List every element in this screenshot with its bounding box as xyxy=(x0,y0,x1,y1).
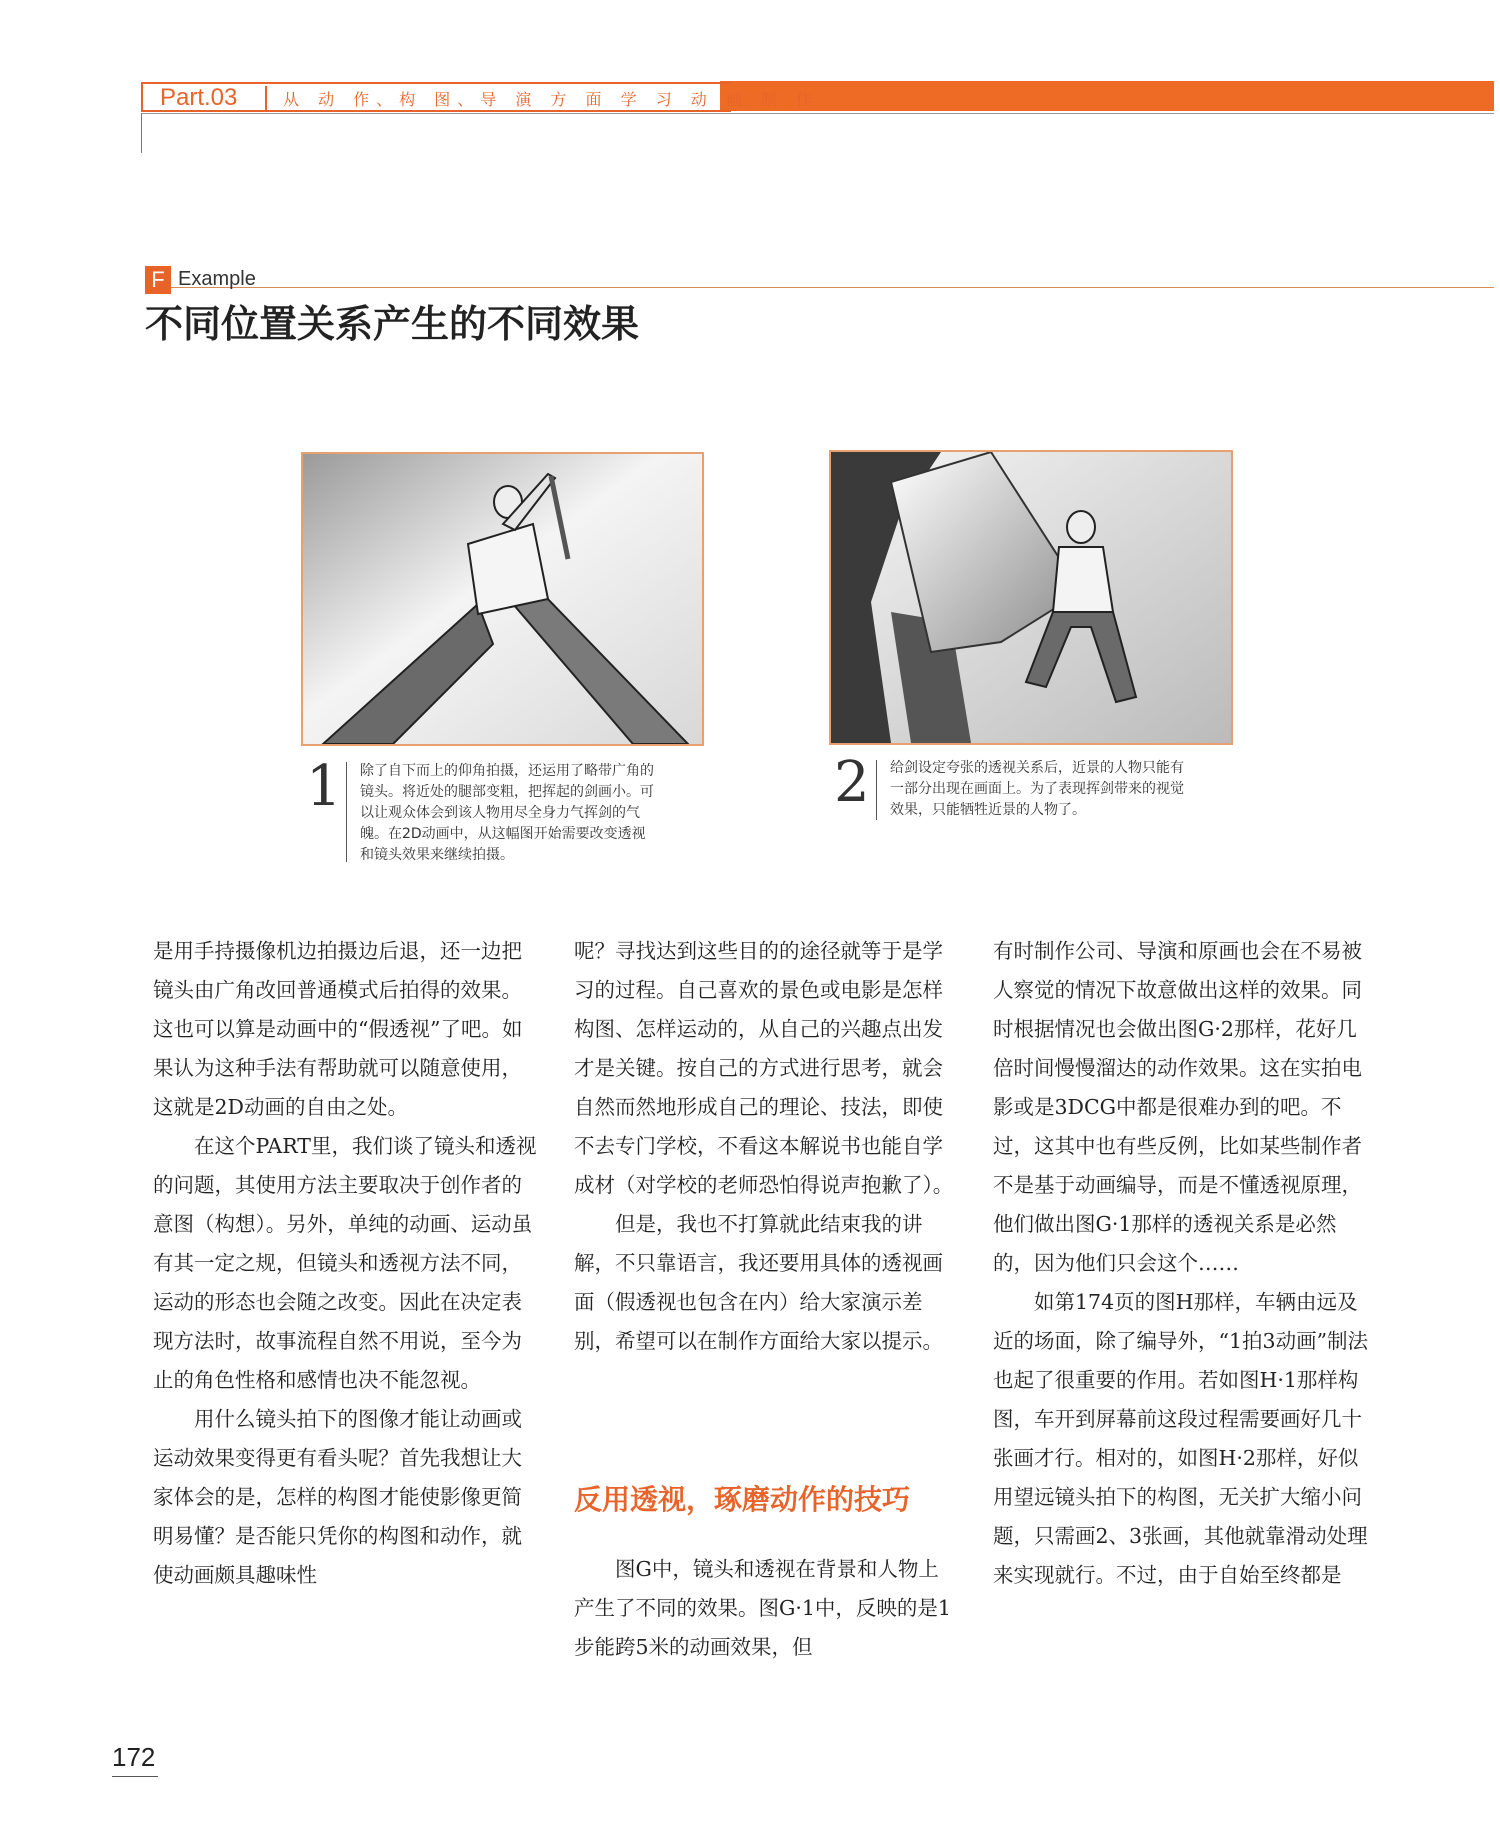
figure-2-number: 2 xyxy=(834,750,870,815)
paragraph: 但是，我也不打算就此结束我的讲解，不只靠语言，我还要用具体的透视画面（假透视也包含在内）给大家演示差别，希望可以在制作方面给大家以提示。 xyxy=(574,1212,943,1353)
caption-line: 一部分出现在画面上。为了表现挥剑带来的视觉 xyxy=(890,781,1184,797)
paragraph: 有时制作公司、导演和原画也会在不易被人察觉的情况下故意做出这样的效果。同时根据情况也会做出图G·2那样，花好几倍时间慢慢溜达的动作效果。这在实拍电影或是3DCG中都是很难办到的吧。不过，这其中也有些反例，比如某些制作者不是基于动画编导，而是不懂透视原理，他们做出图G·1那样的透视关系是必然的，因为他们只会这个…… xyxy=(993,939,1362,1275)
paragraph: 如第174页的图H那样，车辆由远及近的场面，除了编导外，“1拍3动画”制法也起了很重要的作用。若如图H·1那样构图，车开到屏幕前这段过程需要画好几十张画才行。相对的，如图H·2那样，好似用望远镜头拍下的构图，无关扩大缩小问题，只需画2、3张画，其他就靠滑动处理来实现就行。不过，由于自始至终都是 xyxy=(993,1290,1369,1587)
paragraph: 用什么镜头拍下的图像才能让动画或运动效果变得更有看头呢？首先我想让大家体会的是，怎样的构图才能使影像更简明易懂？是否能只凭你的构图和动作，就使动画颇具趣味性 xyxy=(153,1407,522,1587)
figure-2-illustration xyxy=(829,450,1233,745)
figure-1-number: 1 xyxy=(306,754,342,819)
subsection-heading: 反用透视，琢磨动作的技巧 xyxy=(574,1483,911,1516)
caption-line: 效果，只能牺牲近景的人物了。 xyxy=(890,802,1086,818)
paragraph: 图G中，镜头和透视在背景和人物上产生了不同的效果。图G·1中，反映的是1步能跨5米的动画效果，但 xyxy=(574,1557,951,1659)
paragraph: 在这个PART里，我们谈了镜头和透视的问题，其使用方法主要取决于创作者的意图（构想）。另外，单纯的动画、运动虽有其一定之规，但镜头和透视方法不同，运动的形态也会随之改变。因此在决定表现方法时，故事流程自然不用说，至今为止的角色性格和感情也决不能忽视。 xyxy=(153,1134,537,1392)
page-number-rule xyxy=(112,1776,158,1777)
figure-2-caption-bar xyxy=(876,760,877,820)
figure-1-caption-bar xyxy=(346,762,347,862)
part-subtitle: 从 动 作、构 图、导 演 方 面 学 习 动 画 制 作 xyxy=(283,90,820,109)
header-divider xyxy=(265,86,267,110)
paragraph: 呢？寻找达到这些目的的途径就等于是学习的过程。自己喜欢的景色或电影是怎样构图、怎样运动的，从自己的兴趣点出发才是关键。按自己的方式进行思考，就会自然而然地形成自己的理论、技法，即使不去专门学校，不看这本解说书也能自学成材（对学校的老师恐怕得说声抱歉了）。 xyxy=(574,939,954,1197)
body-column-middle-continued xyxy=(574,1550,958,1667)
part-label: Part.03 xyxy=(160,84,238,111)
caption-line: 和镜头效果来继续拍摄。 xyxy=(360,847,514,863)
body-column-middle xyxy=(574,932,958,1361)
section-title: 不同位置关系产生的不同效果 xyxy=(145,302,640,346)
header-accent-bar xyxy=(720,81,1494,111)
page-number: 172 xyxy=(112,1742,156,1772)
section-letter-badge: F xyxy=(145,266,171,294)
body-column-left xyxy=(153,932,537,1595)
figure-1-caption xyxy=(360,761,654,866)
section-label: Example xyxy=(178,268,256,290)
caption-line: 除了自下而上的仰角拍摄，还运用了略带广角的 xyxy=(360,763,654,779)
caption-line: 镜头。将近处的腿部变粗，把挥起的剑画小。可 xyxy=(360,784,654,800)
figure-2-caption xyxy=(890,758,1184,821)
caption-line: 以让观众体会到该人物用尽全身力气挥剑的气 xyxy=(360,805,640,821)
section-rule xyxy=(145,287,1494,288)
body-column-right xyxy=(993,932,1377,1595)
caption-line: 给剑设定夸张的透视关系后，近景的人物只能有 xyxy=(890,760,1184,776)
paragraph: 是用手持摄像机边拍摄边后退，还一边把镜头由广角改回普通模式后拍得的效果。这也可以算是动画中的“假透视”了吧。如果认为这种手法有帮助就可以随意使用，这就是2D动画的自由之处。 xyxy=(153,939,523,1119)
header-rule xyxy=(141,113,1494,114)
figure-1-illustration xyxy=(301,452,704,746)
header-tick xyxy=(141,113,142,153)
caption-line: 魄。在2D动画中，从这幅图开始需要改变透视 xyxy=(360,826,646,842)
